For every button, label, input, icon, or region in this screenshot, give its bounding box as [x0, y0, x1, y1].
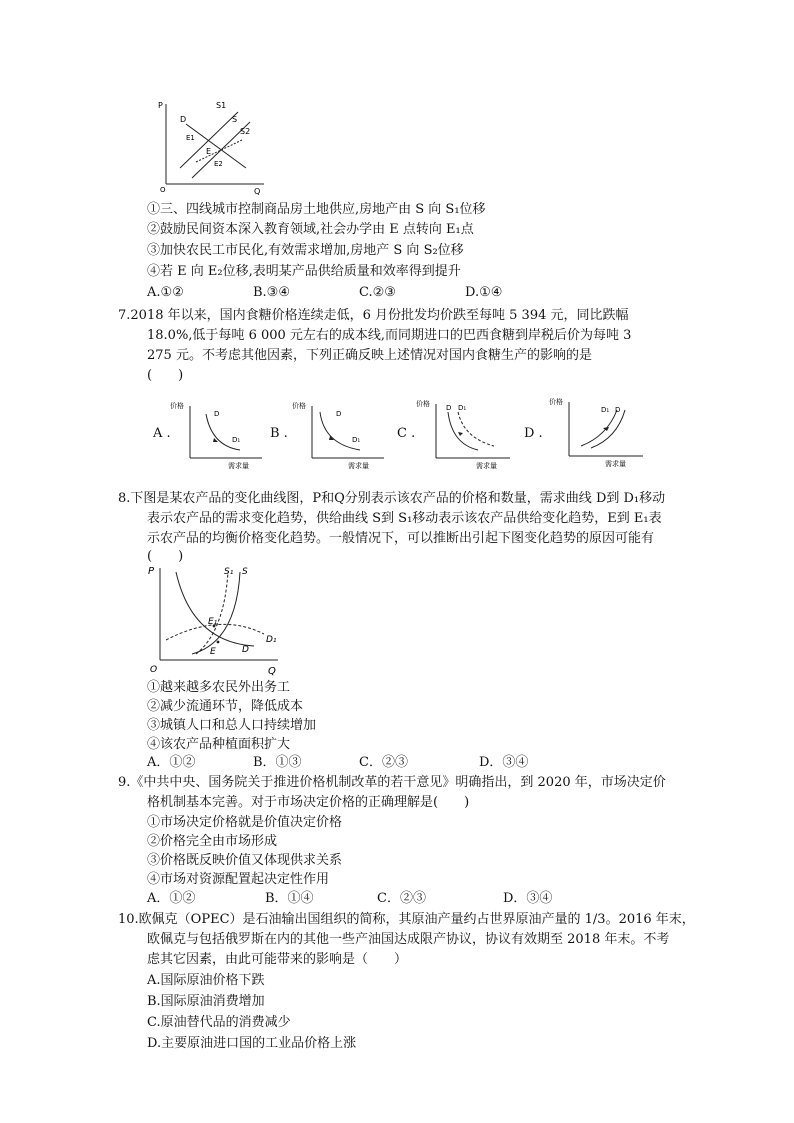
q6-item-3: ③加快农民工市民化,有效需求增加,房地产 S 向 S₂位移	[147, 243, 464, 258]
q10-option-c[interactable]: C.原油替代品的消费减少	[147, 1015, 291, 1030]
q7-b-d1: D₁	[352, 436, 361, 444]
q8-option-c[interactable]: C．②③	[359, 755, 408, 770]
q7-c-xlabel: 需求量	[476, 462, 497, 470]
q6-option-b[interactable]: B.③④	[253, 285, 290, 300]
q8-fig-s1: S₁	[224, 567, 234, 577]
q10-option-a[interactable]: A.国际原油价格下跌	[147, 973, 265, 988]
q7-d-d: D	[615, 406, 621, 414]
q6-item-2: ②鼓励民间资本深入教育领域,社会办学由 E 点转向 E₁点	[147, 222, 474, 237]
q10-line-2: 欧佩克与包括俄罗斯在内的其他一些产油国达成限产协议，协议有效期至 2018 年末。不考	[147, 932, 670, 947]
q7-a-d: D	[214, 410, 220, 418]
q7-b-ylabel: 价格	[292, 402, 306, 410]
q10-option-d[interactable]: D.主要原油进口国的工业品价格上涨	[147, 1036, 357, 1051]
q6-option-a[interactable]: A.①②	[147, 285, 184, 300]
fig1-d-label: D	[180, 115, 187, 124]
q9-item-3: ③价格既反映价值又体现供求关系	[147, 853, 343, 868]
q8-fig-e1: E₁	[208, 617, 218, 627]
q7-chart-b-letter[interactable]: B .	[270, 426, 288, 441]
q6-options	[147, 284, 502, 302]
fig1-p-label: P	[158, 101, 163, 110]
q7-chart-c	[414, 394, 514, 470]
q9-item-2: ②价格完全由市场形成	[147, 834, 278, 849]
fig1-e-label: E	[206, 147, 212, 156]
q8-item-2: ②减少流通环节，降低成本	[147, 699, 304, 714]
q7-chart-c-letter[interactable]: C .	[397, 426, 416, 441]
q8-item-1: ①越来越多农民外出务工	[147, 680, 291, 695]
q7-c-d1: D₁	[458, 404, 467, 412]
q7-line-1: 7.2018 年以来，国内食糖价格连续走低，6 月份批发均价跌至每吨 5 394 元，同比跌幅	[118, 308, 629, 323]
fig1-e1-label: E1	[186, 134, 195, 142]
q9-option-a[interactable]: A．①②	[147, 891, 196, 906]
q10-line-3: 虑其它因素，由此可能带来的影响是（ ）	[147, 952, 408, 967]
fig1-s-label: S	[232, 115, 238, 124]
q10-option-b[interactable]: B.国际原油消费增加	[147, 994, 265, 1009]
q7-d-xlabel: 需求量	[605, 460, 626, 468]
q7-line-3: 275 元。不考虑其他因素，下列正确反映上述情况对国内食糖生产的影响的是	[147, 348, 592, 363]
q7-a-d1: D₁	[232, 436, 241, 444]
q6-option-d[interactable]: D.①④	[465, 285, 503, 300]
q9-line-1: 9.《中共中央、国务院关于推进价格机制改革的若干意见》明确指出，到 2020 年，市场决定价	[118, 775, 666, 790]
supply-demand-figure-1	[150, 96, 280, 196]
q7-c-ylabel: 价格	[416, 400, 430, 408]
q7-d-ylabel: 价格	[549, 398, 563, 406]
q8-fig-o: O	[150, 665, 158, 675]
q7-chart-a-letter[interactable]: A .	[153, 426, 171, 441]
q8-fig-d: D	[242, 645, 249, 655]
q8-supply-demand-figure	[144, 562, 284, 676]
q8-fig-d1: D₁	[266, 635, 277, 645]
q8-line-1: 8.下图是某农产品的变化曲线图，P和Q分别表示该农产品的价格和数量，需求曲线 D到 D₁移动	[118, 491, 666, 506]
q8-fig-q: Q	[268, 666, 276, 676]
q9-option-b[interactable]: B．①④	[265, 891, 314, 906]
q8-item-4: ④该农产品种植面积扩大	[147, 737, 291, 752]
q7-line-2: 18.0%,低于每吨 6 000 元左右的成本线,而同期进口的巴西食糖到岸税后价为每吨 3	[147, 328, 632, 343]
q8-option-d[interactable]: D．③④	[479, 755, 529, 770]
q6-item-4: ④若 E 向 E₂位移,表明某产品供给质量和效率得到提升	[147, 264, 461, 279]
q8-options	[147, 754, 528, 772]
q10-line-1: 10.欧佩克（OPEC）是石油输出国组织的简称，其原油产量约占世界原油产量的 1/3。2016 年末，	[118, 912, 695, 927]
fig1-o-label: O	[160, 186, 166, 194]
q8-item-3: ③城镇人口和总人口持续增加	[147, 718, 317, 733]
fig1-s2-label: S2	[240, 127, 251, 136]
q6-item-1: ①三、四线城市控制商品房土地供应,房地产由 S 向 S₁位移	[147, 202, 486, 217]
q9-option-c[interactable]: C．②③	[377, 891, 426, 906]
q7-d-d1: D₁	[601, 406, 610, 414]
q8-line-4: ( )	[147, 549, 184, 564]
q7-b-d: D	[336, 410, 342, 418]
q9-item-4: ④市场对资源配置起决定性作用	[147, 872, 330, 887]
q7-a-ylabel: 价格	[170, 402, 184, 410]
q8-line-2: 表示农产品的需求变化趋势，供给曲线 S到 S₁移动表示该农产品供给变化趋势，E到 E₁表	[147, 511, 662, 526]
q7-line-4: ( )	[147, 368, 184, 383]
q9-options	[147, 890, 552, 908]
q9-option-d[interactable]: D．③④	[503, 891, 553, 906]
q8-option-b[interactable]: B．①③	[253, 755, 302, 770]
q8-option-a[interactable]: A．①②	[147, 755, 196, 770]
q7-chart-d	[547, 392, 647, 468]
q7-a-xlabel: 需求量	[228, 462, 249, 470]
q6-option-c[interactable]: C.②③	[359, 285, 396, 300]
fig1-e2-label: E2	[214, 160, 223, 168]
q7-chart-b	[290, 398, 388, 470]
q8-line-3: 示农产品的均衡价格变化趋势。一般情况下，可以推断出引起下图变化趋势的原因可能有	[147, 531, 655, 546]
q7-chart-d-letter[interactable]: D .	[524, 426, 543, 441]
q8-fig-p: P	[148, 566, 155, 577]
q8-fig-e: E	[210, 647, 216, 657]
q7-chart-a	[168, 398, 266, 470]
fig1-q-label: Q	[254, 187, 261, 196]
q9-item-1: ①市场决定价格就是价值决定价格	[147, 815, 343, 830]
q7-c-d: D	[446, 404, 452, 412]
fig1-s1-label: S1	[216, 101, 227, 110]
q9-line-2: 格机制基本完善。对于市场决定价格的正确理解是( )	[147, 795, 470, 810]
q7-b-xlabel: 需求量	[348, 462, 369, 470]
q8-fig-s: S	[242, 567, 248, 577]
